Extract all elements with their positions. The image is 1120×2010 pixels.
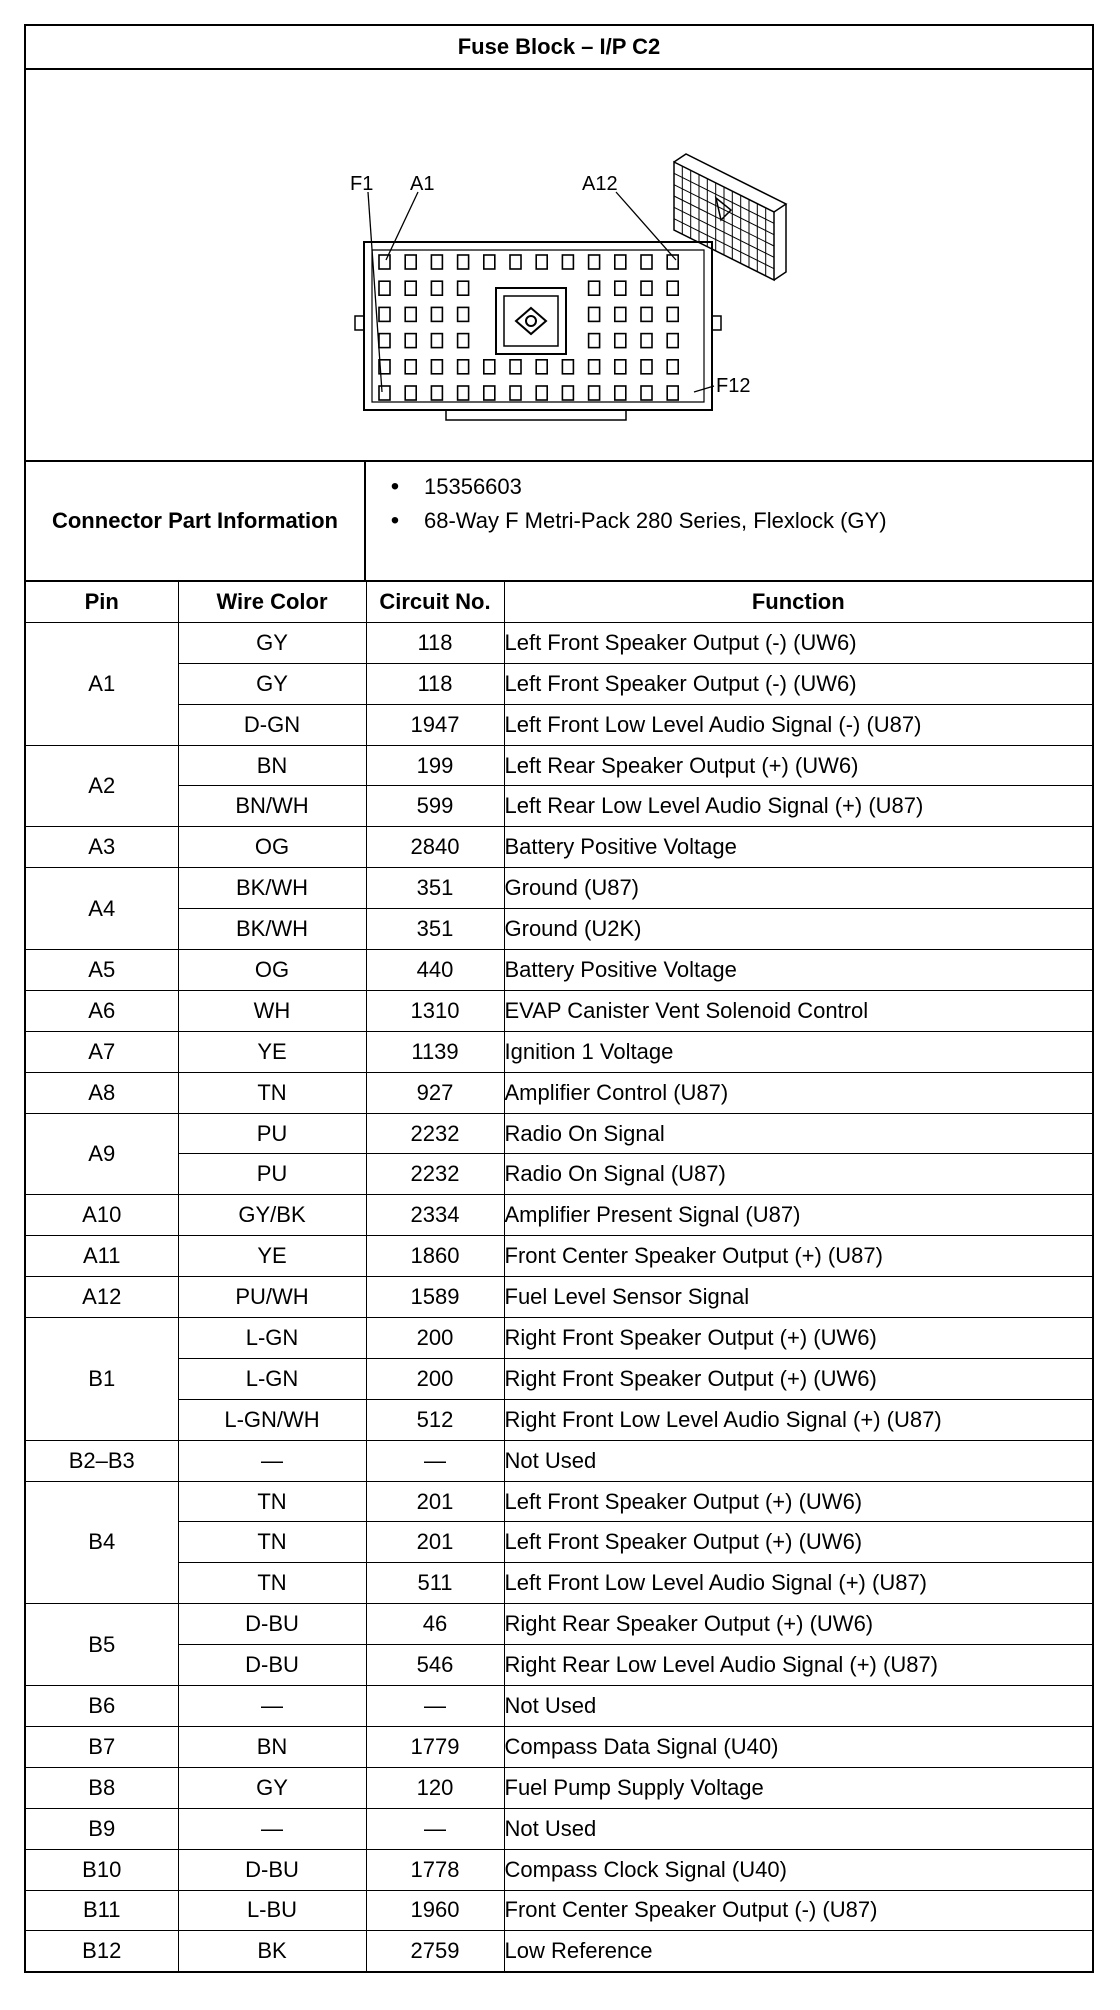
function-cell: Fuel Pump Supply Voltage <box>504 1767 1092 1808</box>
table-row <box>26 950 1092 991</box>
table-row <box>26 1726 1092 1767</box>
circuit-cell: 2334 <box>366 1195 504 1236</box>
wire-color-cell: D-BU <box>178 1604 366 1645</box>
function-cell: Radio On Signal <box>504 1113 1092 1154</box>
pin-cell: A7 <box>26 1031 178 1072</box>
circuit-cell: 2759 <box>366 1931 504 1971</box>
pin-cavity <box>562 360 573 374</box>
function-cell: Right Front Low Level Audio Signal (+) (U87) <box>504 1399 1092 1440</box>
circuit-cell: 200 <box>366 1358 504 1399</box>
pin-cell: B1 <box>26 1318 178 1441</box>
pin-cell: B12 <box>26 1931 178 1971</box>
function-cell: Left Front Low Level Audio Signal (-) (U87) <box>504 704 1092 745</box>
function-cell: Right Rear Low Level Audio Signal (+) (U87) <box>504 1645 1092 1686</box>
wire-color-cell: BN <box>178 1726 366 1767</box>
wire-color-cell: YE <box>178 1236 366 1277</box>
wire-color-cell: PU/WH <box>178 1277 366 1318</box>
function-cell: Ground (U2K) <box>504 909 1092 950</box>
connector-diagram <box>26 70 1092 462</box>
pin-cavity <box>405 360 416 374</box>
part-number: 15356603 <box>424 474 522 499</box>
pin-cavity <box>431 386 442 400</box>
pin-cavity <box>510 360 521 374</box>
circuit-cell: 512 <box>366 1399 504 1440</box>
circuit-cell: 46 <box>366 1604 504 1645</box>
connector-part-information <box>26 462 1092 582</box>
pin-cavity <box>379 386 390 400</box>
function-cell: EVAP Canister Vent Solenoid Control <box>504 990 1092 1031</box>
table-row <box>26 1686 1092 1727</box>
circuit-cell: 118 <box>366 663 504 704</box>
pin-table-header <box>26 582 1092 622</box>
pin-cavity <box>405 255 416 269</box>
center-lock-dot <box>526 316 536 326</box>
pin-cavity <box>615 386 626 400</box>
wire-color-cell: BN <box>178 745 366 786</box>
pin-cavity <box>589 307 600 321</box>
wire-color-cell: WH <box>178 990 366 1031</box>
connector-perspective-view <box>674 154 786 280</box>
function-cell: Left Front Speaker Output (+) (UW6) <box>504 1481 1092 1522</box>
wire-color-cell: GY <box>178 1767 366 1808</box>
table-row <box>26 1767 1092 1808</box>
circuit-cell: 351 <box>366 868 504 909</box>
pin-cavity-grid <box>379 255 678 400</box>
pin-cell: A5 <box>26 950 178 991</box>
function-cell: Left Front Speaker Output (-) (UW6) <box>504 622 1092 663</box>
circuit-cell: — <box>366 1686 504 1727</box>
function-cell: Low Reference <box>504 1931 1092 1971</box>
pin-cavity <box>589 334 600 348</box>
table-row <box>26 909 1092 950</box>
table-row <box>26 1890 1092 1931</box>
wire-color-cell: D-BU <box>178 1645 366 1686</box>
pin-cavity <box>589 360 600 374</box>
pin-cell: A8 <box>26 1072 178 1113</box>
pin-cell: B2–B3 <box>26 1440 178 1481</box>
pin-cavity <box>641 334 652 348</box>
pin-cavity <box>589 281 600 295</box>
function-cell: Not Used <box>504 1808 1092 1849</box>
circuit-cell: 351 <box>366 909 504 950</box>
table-row <box>26 622 1092 663</box>
pin-cavity <box>562 386 573 400</box>
pin-cavity <box>458 334 469 348</box>
table-row <box>26 1277 1092 1318</box>
function-cell: Battery Positive Voltage <box>504 950 1092 991</box>
function-cell: Not Used <box>504 1440 1092 1481</box>
table-row <box>26 1318 1092 1359</box>
circuit-cell: 2232 <box>366 1113 504 1154</box>
pin-cell: A1 <box>26 622 178 745</box>
pin-cavity <box>458 360 469 374</box>
table-row <box>26 1522 1092 1563</box>
pin-cavity <box>641 386 652 400</box>
table-row <box>26 1440 1092 1481</box>
wire-color-cell: L-GN/WH <box>178 1399 366 1440</box>
wire-color-cell: D-BU <box>178 1849 366 1890</box>
table-row <box>26 1481 1092 1522</box>
circuit-cell: 199 <box>366 745 504 786</box>
circuit-cell: 2232 <box>366 1154 504 1195</box>
header-wire-color: Wire Color <box>178 582 366 622</box>
pin-cavity <box>510 386 521 400</box>
connector-face-illustration <box>26 70 1092 460</box>
wire-color-cell: GY <box>178 663 366 704</box>
center-lock-diamond <box>516 308 546 334</box>
pin-cavity <box>379 255 390 269</box>
function-cell: Left Rear Speaker Output (+) (UW6) <box>504 745 1092 786</box>
circuit-cell: 1778 <box>366 1849 504 1890</box>
table-row <box>26 1031 1092 1072</box>
center-lock-inner <box>504 296 558 346</box>
pin-cavity <box>379 307 390 321</box>
table-row <box>26 1931 1092 1971</box>
pin-cavity <box>405 386 416 400</box>
function-cell: Amplifier Control (U87) <box>504 1072 1092 1113</box>
wire-color-cell: TN <box>178 1481 366 1522</box>
pin-cavity <box>536 255 547 269</box>
circuit-cell: 927 <box>366 1072 504 1113</box>
pin-cavity <box>379 281 390 295</box>
table-row <box>26 1808 1092 1849</box>
function-cell: Compass Clock Signal (U40) <box>504 1849 1092 1890</box>
function-cell: Fuel Level Sensor Signal <box>504 1277 1092 1318</box>
table-row <box>26 663 1092 704</box>
table-row <box>26 1236 1092 1277</box>
pin-cell: A2 <box>26 745 178 827</box>
pin-cavity <box>641 281 652 295</box>
label-f1: F1 <box>350 173 374 195</box>
circuit-cell: 1310 <box>366 990 504 1031</box>
pin-cavity <box>667 281 678 295</box>
header-pin: Pin <box>26 582 178 622</box>
right-latch <box>712 316 721 330</box>
bullet-icon: • <box>390 473 400 500</box>
function-cell: Ground (U87) <box>504 868 1092 909</box>
pin-cavity <box>458 307 469 321</box>
pin-cavity <box>562 255 573 269</box>
pin-table-body <box>26 622 1092 1971</box>
pin-cell: A3 <box>26 827 178 868</box>
wire-color-cell: TN <box>178 1563 366 1604</box>
circuit-cell: 511 <box>366 1563 504 1604</box>
circuit-cell: 440 <box>366 950 504 991</box>
pin-cavity <box>641 307 652 321</box>
pin-cell: B7 <box>26 1726 178 1767</box>
pin-cavity <box>405 334 416 348</box>
function-cell: Left Front Speaker Output (+) (UW6) <box>504 1522 1092 1563</box>
wire-color-cell: TN <box>178 1072 366 1113</box>
wire-color-cell: BK/WH <box>178 909 366 950</box>
pin-cell: A9 <box>26 1113 178 1195</box>
table-row <box>26 1195 1092 1236</box>
pin-cell: B11 <box>26 1890 178 1931</box>
pin-cell: A12 <box>26 1277 178 1318</box>
function-cell: Right Front Speaker Output (+) (UW6) <box>504 1358 1092 1399</box>
fuse-block-document <box>24 24 1094 1973</box>
circuit-cell: 1139 <box>366 1031 504 1072</box>
pin-cell: A6 <box>26 990 178 1031</box>
pin-cavity <box>458 255 469 269</box>
connector-info-item <box>366 504 1092 538</box>
connector-info-list <box>366 462 1092 580</box>
pin-cavity <box>431 281 442 295</box>
function-cell: Battery Positive Voltage <box>504 827 1092 868</box>
circuit-cell: 120 <box>366 1767 504 1808</box>
pin-cell: B6 <box>26 1686 178 1727</box>
table-row <box>26 745 1092 786</box>
pin-table <box>26 582 1092 1971</box>
header-function: Function <box>504 582 1092 622</box>
wire-color-cell: BN/WH <box>178 786 366 827</box>
bullet-icon: • <box>390 507 400 534</box>
pin-cavity <box>667 360 678 374</box>
wire-color-cell: TN <box>178 1522 366 1563</box>
wire-color-cell: PU <box>178 1113 366 1154</box>
table-row <box>26 1849 1092 1890</box>
circuit-cell: 118 <box>366 622 504 663</box>
wire-color-cell: GY/BK <box>178 1195 366 1236</box>
pin-cell: B10 <box>26 1849 178 1890</box>
table-row <box>26 990 1092 1031</box>
circuit-cell: 200 <box>366 1318 504 1359</box>
pin-cavity <box>431 307 442 321</box>
pin-cavity <box>536 360 547 374</box>
circuit-cell: 201 <box>366 1522 504 1563</box>
function-cell: Ignition 1 Voltage <box>504 1031 1092 1072</box>
wire-color-cell: OG <box>178 950 366 991</box>
pin-cavity <box>615 307 626 321</box>
wire-color-cell: — <box>178 1808 366 1849</box>
pin-cell: B4 <box>26 1481 178 1604</box>
pin-cell: B9 <box>26 1808 178 1849</box>
pin-cavity <box>484 255 495 269</box>
pin-cavity <box>615 334 626 348</box>
pin-cavity <box>641 255 652 269</box>
pin-cell: B8 <box>26 1767 178 1808</box>
pin-cavity <box>667 307 678 321</box>
table-row <box>26 1645 1092 1686</box>
circuit-cell: 1589 <box>366 1277 504 1318</box>
pin-cell: B5 <box>26 1604 178 1686</box>
pin-cavity <box>458 281 469 295</box>
pin-cavity <box>536 386 547 400</box>
wire-color-cell: — <box>178 1440 366 1481</box>
pin-cavity <box>641 360 652 374</box>
document-title: Fuse Block – I/P C2 <box>26 26 1092 70</box>
header-circuit-no: Circuit No. <box>366 582 504 622</box>
function-cell: Not Used <box>504 1686 1092 1727</box>
pin-cavity <box>510 255 521 269</box>
table-row <box>26 1113 1092 1154</box>
connector-bottom-lip <box>446 410 626 420</box>
table-row <box>26 1604 1092 1645</box>
pin-cell: A11 <box>26 1236 178 1277</box>
function-cell: Right Rear Speaker Output (+) (UW6) <box>504 1604 1092 1645</box>
label-f12: F12 <box>716 375 751 397</box>
function-cell: Compass Data Signal (U40) <box>504 1726 1092 1767</box>
connector-inner-outline <box>372 250 704 402</box>
table-row <box>26 1399 1092 1440</box>
circuit-cell: 546 <box>366 1645 504 1686</box>
table-row <box>26 1072 1092 1113</box>
pin-cavity <box>667 386 678 400</box>
function-cell: Left Front Low Level Audio Signal (+) (U87) <box>504 1563 1092 1604</box>
circuit-cell: 599 <box>366 786 504 827</box>
pin-cavity <box>589 386 600 400</box>
circuit-cell: 1779 <box>366 1726 504 1767</box>
pin-cell: A4 <box>26 868 178 950</box>
pin-cavity <box>667 334 678 348</box>
center-lock-outer <box>496 288 566 354</box>
circuit-cell: — <box>366 1808 504 1849</box>
wire-color-cell: L-BU <box>178 1890 366 1931</box>
pin-cavity <box>458 386 469 400</box>
wire-color-cell: — <box>178 1686 366 1727</box>
circuit-cell: — <box>366 1440 504 1481</box>
pin-cavity <box>615 281 626 295</box>
function-cell: Amplifier Present Signal (U87) <box>504 1195 1092 1236</box>
wire-color-cell: YE <box>178 1031 366 1072</box>
circuit-cell: 1947 <box>366 704 504 745</box>
function-cell: Left Front Speaker Output (-) (UW6) <box>504 663 1092 704</box>
left-latch <box>355 316 364 330</box>
function-cell: Right Front Speaker Output (+) (UW6) <box>504 1318 1092 1359</box>
function-cell: Radio On Signal (U87) <box>504 1154 1092 1195</box>
circuit-cell: 201 <box>366 1481 504 1522</box>
connector-info-label: Connector Part Information <box>26 462 366 580</box>
wire-color-cell: PU <box>178 1154 366 1195</box>
circuit-cell: 1960 <box>366 1890 504 1931</box>
table-row <box>26 827 1092 868</box>
pin-cavity <box>431 334 442 348</box>
wire-color-cell: GY <box>178 622 366 663</box>
connector-description: 68-Way F Metri-Pack 280 Series, Flexlock (GY) <box>424 508 887 533</box>
pin-cavity <box>615 255 626 269</box>
pin-cavity <box>379 334 390 348</box>
wire-color-cell: D-GN <box>178 704 366 745</box>
wire-color-cell: BK/WH <box>178 868 366 909</box>
circuit-cell: 1860 <box>366 1236 504 1277</box>
pin-cavity <box>431 255 442 269</box>
function-cell: Front Center Speaker Output (+) (U87) <box>504 1236 1092 1277</box>
pin-cavity <box>431 360 442 374</box>
table-row <box>26 1154 1092 1195</box>
pin-cavity <box>589 255 600 269</box>
table-row <box>26 704 1092 745</box>
table-row <box>26 786 1092 827</box>
wire-color-cell: BK <box>178 1931 366 1971</box>
function-cell: Left Rear Low Level Audio Signal (+) (U87) <box>504 786 1092 827</box>
pin-cavity <box>484 386 495 400</box>
label-a12: A12 <box>582 173 618 195</box>
table-row <box>26 1563 1092 1604</box>
pin-cell: A10 <box>26 1195 178 1236</box>
wire-color-cell: OG <box>178 827 366 868</box>
pin-cavity <box>405 281 416 295</box>
label-a1: A1 <box>410 173 435 195</box>
circuit-cell: 2840 <box>366 827 504 868</box>
table-row <box>26 868 1092 909</box>
table-row <box>26 1358 1092 1399</box>
pin-cavity <box>405 307 416 321</box>
connector-info-item <box>366 470 1092 504</box>
wire-color-cell: L-GN <box>178 1358 366 1399</box>
pin-cavity <box>615 360 626 374</box>
function-cell: Front Center Speaker Output (-) (U87) <box>504 1890 1092 1931</box>
wire-color-cell: L-GN <box>178 1318 366 1359</box>
pin-cavity <box>484 360 495 374</box>
